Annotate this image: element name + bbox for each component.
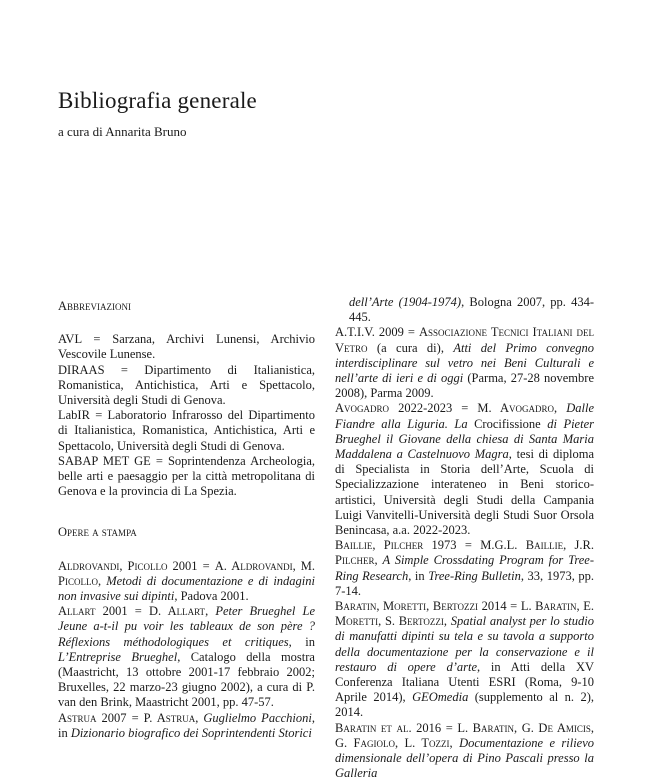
entry-equals: = [506,599,521,614]
abbreviation-entry: AVL = Sarzana, Archivi Lunensi, Archivio Vescovile Lunense. [58,332,315,362]
entry-title: Metodi di documentazione e di indagini non invasive sui dipinti [58,573,315,604]
entry-rest: , tesi di diploma di Specialista in Storia dell’Arte, Scuola di Specializzazione interateneo in Beni storico-artistici, Università degli Studi della Campania Luigi Vanvitelli-Università degli Studi Suor Orsola Benincasa, a.a. 2022-2023. [335,447,594,538]
entry-title-secondary: GEOmedia [412,690,469,705]
bibliography-entry-continuation [335,295,594,325]
bibliography-entry [335,599,594,721]
bibliography-entry [335,538,594,599]
entry-title: Peter Brueghel Le Jeune a-t-il pu voir les tableaux de son père ? Réflexions méthodologiques et critiques [58,604,315,649]
entry-key: Allart 2001 [58,604,128,619]
entry-title: Spatial analyst per lo studio di manufatti dipinti su tela e su tavola a supporto della documentazione per la conservazione e il restauro di opere d’arte [335,614,595,674]
entry-rest: , Padova 2001. [174,589,249,604]
entry-key: Avogadro 2022-2023 [335,401,453,416]
left-column [58,295,315,741]
entry-rest: (Parma, 27-28 novembre 2008), Parma 2009. [335,371,594,401]
entry-key: Aldrovandi, Picollo 2001 [58,558,198,573]
entry-separator: , [195,710,204,725]
entry-rest: (supplemento al n. 2), 2014. [335,690,594,720]
printed-works-heading: Opere a stampa [58,525,137,540]
entry-key: Baillie, Pilcher 1973 [335,538,457,553]
entry-title: Guglielmo Pacchioni [203,710,312,725]
right-column [335,295,594,782]
bibliography-entry [335,401,594,538]
bibliography-entry [58,604,315,710]
entry-authors: M. Avogadro [477,401,555,416]
entry-key: A.T.I.V. 2009 [335,325,404,340]
entry-title-secondary: dell’Arte (1904-1974) [349,295,462,309]
entry-authors: L. Baratin, G. De Amicis, G. Fagiolo, L. Tozzi [335,720,594,750]
entry-equals: = [126,710,144,725]
abbreviation-entry: SABAP MET GE = Soprintendenza Archeologia, belle arti e paesaggio per la città metropolitana di Genova e la provincia di La Spezia. [58,453,315,499]
entry-equals: = [127,604,149,619]
bibliography-entry [335,325,594,401]
entry-equals: = [452,401,478,416]
bibliography-entry [58,711,315,741]
abbreviation-entry: DIRAAS = Dipartimento di Italianistica, Romanistica, Antichistica, Arti e Spettacolo, Università degli Studi di Genova. [58,362,315,408]
entry-mid: , in [58,710,315,740]
entry-mid: , in [408,568,429,583]
entry-authors: P. Astrua [143,710,196,725]
entry-key: Baratin et al. 2016 [335,720,442,735]
entry-separator: , [205,604,216,619]
entry-key: Astrua 2007 [58,710,127,725]
entry-rest: , Bologna 2007, pp. 434-445. [349,295,594,325]
page-title: Bibliografia generale [58,88,257,113]
entry-title-secondary: L’Entreprise Brueghel [58,649,178,664]
entry-separator: , [554,401,567,416]
entry-separator: , [374,553,383,568]
entry-mid: Crocifissione [467,416,548,431]
entry-title: Documentazione e rilievo dimensionale dell’opera di Pino Pascali presso la Galleria [335,735,595,781]
entry-rest: , Catalogo della mostra (Maastricht, 13 ottobre 2001-17 febbraio 2002; Bruxelles, 22 marzo-23 giugno 2002), a cura di P. van den Brink, Maastricht 2001, pp. 47-57. [58,649,315,710]
page-subtitle: a cura di Annarita Bruno [58,124,187,139]
entry-key: Baratin, Moretti, Bertozzi 2014 [335,599,507,614]
entry-authors: A. Aldrovandi, M. Picollo [58,558,315,588]
entry-title-secondary: Tree-Ring Bulletin [428,568,521,583]
entry-separator: , [97,573,107,588]
entry-equals: = [456,538,481,553]
entry-separator: , [449,735,460,750]
entry-title-secondary: Dizionario biografico dei Soprintendenti Storici [70,725,312,740]
entry-rest: , 33, 1973, pp. 7-14. [335,568,595,598]
entry-authors: D. Allart [148,604,206,619]
bibliography-entry [335,721,594,782]
abbreviations-heading: Abbreviazioni [58,299,132,313]
entry-authors: Associazione Tecnici Italiani del Vetro [335,325,594,355]
entry-authors: L. Baratin, E. Moretti, S. Bertozzi [335,599,594,629]
entry-separator: , [443,614,451,629]
entry-equals: = [197,558,215,573]
entry-authors: M.G.L. Baillie, J.R. Pilcher [335,538,594,568]
entry-title-secondary: di Pieter Brueghel il Giovane della chiesa di Santa Maria Maddalena a Castelnuovo Magra [335,416,594,462]
bibliography-entry [58,559,315,605]
entry-separator: (a cura di), [367,340,454,355]
entry-equals: = [441,720,458,735]
entry-title: Dalle Fiandre alla Liguria. La [335,401,595,431]
entry-mid: , in [288,634,315,649]
abbreviation-entry: LabIR = Laboratorio Infrarosso del Dipartimento di Italianistica, Romanistica, Antichistica, Arti e Spettacolo, Università degli Studi di Genova. [58,408,315,453]
entry-equals: = [403,325,419,340]
entry-mid: , in Atti della XV Conferenza Italiana Utenti ESRI (Roma, 9-10 Aprile 2014), [335,659,594,705]
entry-title: Atti del Primo convegno interdisciplinare sul vetro nei Beni Culturali e nell’arte di ieri e di oggi [335,340,594,386]
entry-title: A Simple Crossdating Program for Tree-Ring Research [335,553,595,583]
